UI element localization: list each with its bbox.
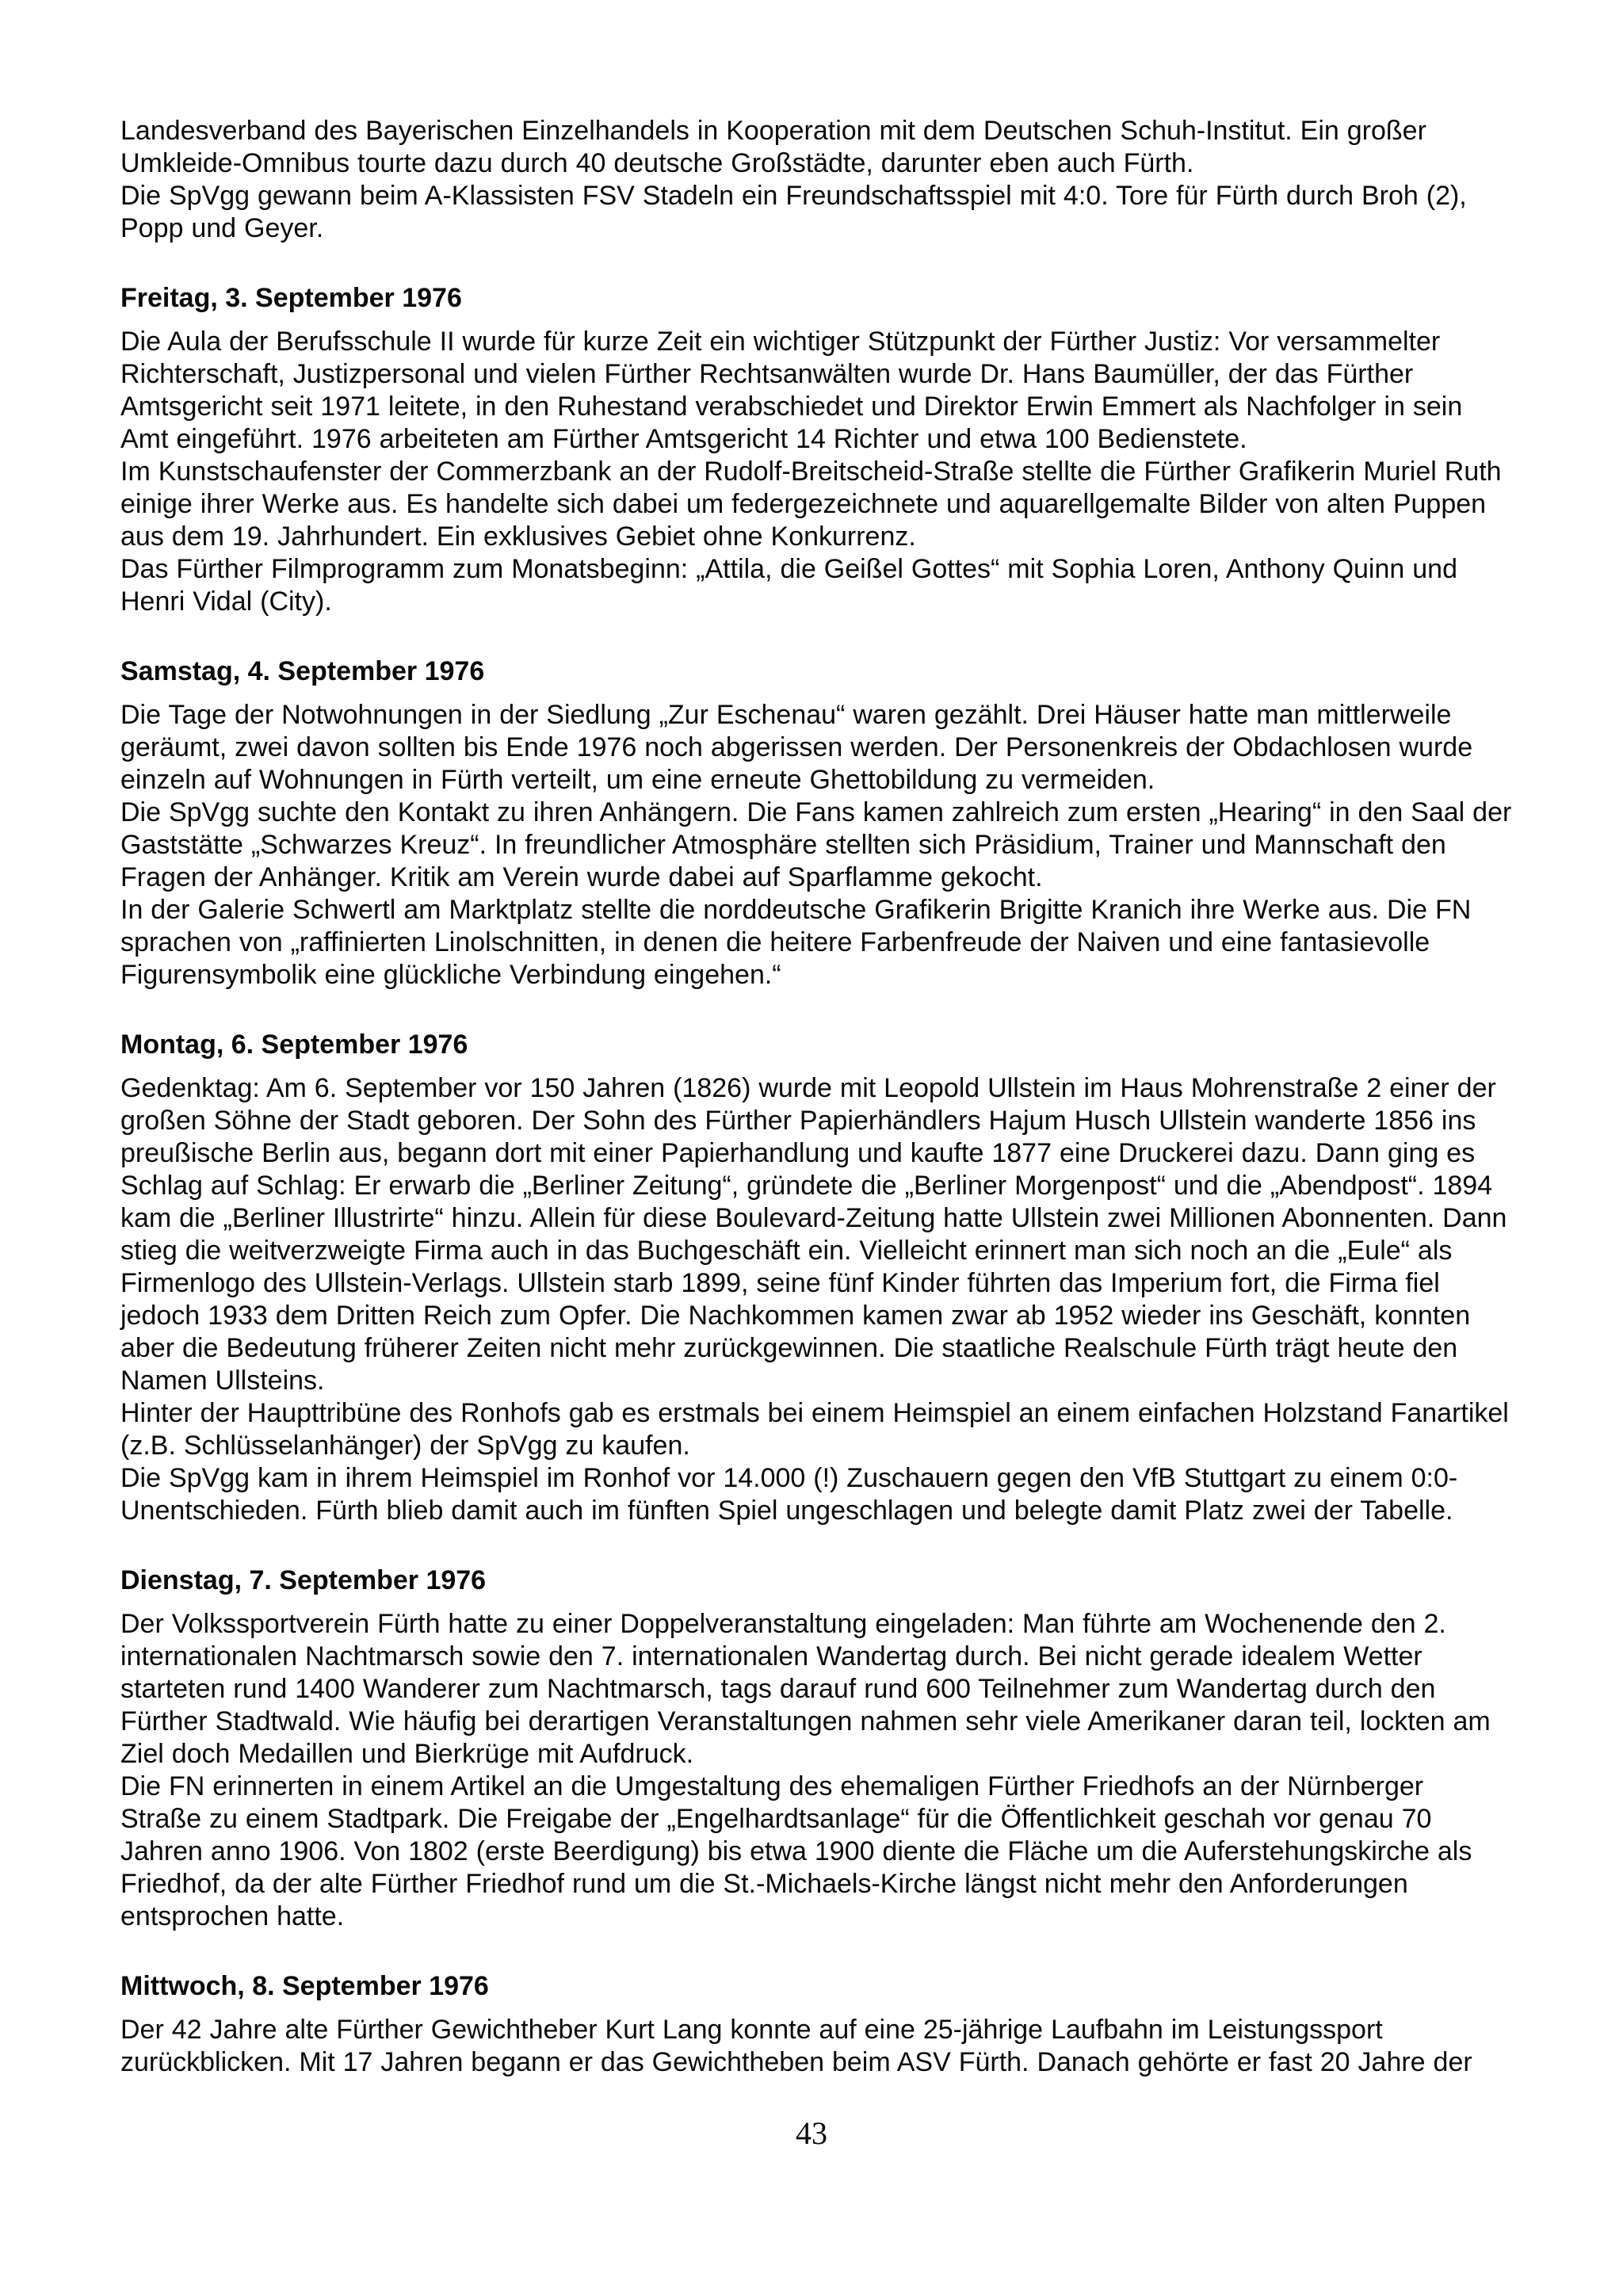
paragraph: In der Galerie Schwertl am Marktplatz stellte die norddeutsche Grafikerin Brigitte Kranich ihre Werke aus. Die FN sprachen von „raffinierten Linolschnitten, in denen die heitere Farbenfreude der Naiven und eine fantasievolle Figurensymbolik eine glückliche Verbindung eingehen.“ xyxy=(120,895,1472,990)
paragraph: Hinter der Haupttribüne des Ronhofs gab es erstmals bei einem Heimspiel an einem einfachen Holzstand Fanartikel (z.B. Schlüsselanhänger) der SpVgg zu kaufen. xyxy=(120,1398,1509,1461)
section-mittwoch-8-september xyxy=(120,1970,1512,2079)
section-heading: Montag, 6. September 1976 xyxy=(120,1030,468,1060)
paragraph: Im Kunstschaufenster der Commerzbank an der Rudolf-Breitscheid-Straße stellte die Fürther Grafikerin Muriel Ruth einige ihrer Werke aus. Es handelte sich dabei um federgezeichnete und aquarellgemalte Bilder von alten Puppen aus dem 19. Jahrhundert. Ein exklusives Gebiet ohne Konkurrenz. xyxy=(120,457,1502,552)
section-heading: Samstag, 4. September 1976 xyxy=(120,656,485,686)
section-freitag-3-september xyxy=(120,282,1512,618)
section-heading: Mittwoch, 8. September 1976 xyxy=(120,1971,489,2001)
paragraph: Die Aula der Berufsschule II wurde für kurze Zeit ein wichtiger Stützpunkt der Fürther Justiz: Vor versammelter Richterschaft, Justizpersonal und vielen Fürther Rechtsanwälten wurde Dr. Hans Baumüller, der das Fürther Amtsgericht seit 1971 leitete, in den Ruhestand verabschiedet und Direktor Erwin Emmert als Nachfolger in sein Amt eingeführt. 1976 arbeiteten am Fürther Amtsgericht 14 Richter und etwa 100 Bedienstete. xyxy=(120,327,1463,454)
page-content xyxy=(120,115,1512,2079)
section-montag-6-september xyxy=(120,1029,1512,1527)
section-heading: Dienstag, 7. September 1976 xyxy=(120,1565,487,1595)
paragraph: Der 42 Jahre alte Fürther Gewichtheber Kurt Lang konnte auf eine 25-jährige Laufbahn im Leistungssport zurückblicken. Mit 17 Jahren begann er das Gewichtheben beim ASV Fürth. Danach gehörte er fast 20 Jahre der xyxy=(120,2015,1472,2077)
paragraph: Der Volkssportverein Fürth hatte zu einer Doppelveranstaltung eingeladen: Man führte am Wochenende den 2. internationalen Nachtmarsch sowie den 7. internationalen Wandertag durch. Bei nicht gerade idealem Wetter starteten rund 1400 Wanderer zum Nachtmarsch, tags darauf rund 600 Teilnehmer zum Wandertag durch den Fürther Stadtwald. Wie häufig bei derartigen Veranstaltungen nahmen sehr viele Amerikaner daran teil, lockten am Ziel doch Medaillen und Bierkrüge mit Aufdruck. xyxy=(120,1609,1491,1769)
paragraph: Das Fürther Filmprogramm zum Monatsbeginn: „Attila, die Geißel Gottes“ mit Sophia Loren, Anthony Quinn und Henri Vidal (City). xyxy=(120,554,1457,617)
paragraph: Landesverband des Bayerischen Einzelhandels in Kooperation mit dem Deutschen Schuh-Institut. Ein großer Umkleide-Omnibus tourte dazu durch 40 deutsche Großstädte, darunter eben auch Fürth. xyxy=(120,116,1426,178)
section-intro xyxy=(120,115,1512,245)
paragraph: Gedenktag: Am 6. September vor 150 Jahren (1826) wurde mit Leopold Ullstein im Haus Mohrenstraße 2 einer der großen Söhne der Stadt geboren. Der Sohn des Fürther Papierhändlers Hajum Husch Ullstein wanderte 1856 ins preußische Berlin aus, begann dort mit einer Papierhandlung und kaufte 1877 eine Druckerei dazu. Dann ging es Schlag auf Schlag: Er erwarb die „Berliner Zeitung“, gründete die „Berliner Morgenpost“ und die „Abendpost“. 1894 kam die „Berliner Illustrirte“ hinzu. Allein für diese Boulevard-Zeitung hatte Ullstein zwei Millionen Abonnenten. Dann stieg die weitverzweigte Firma auch in das Buchgeschäft ein. Vielleicht erinnert man sich noch an die „Eule“ als Firmenlogo des Ullstein-Verlags. Ullstein starb 1899, seine fünf Kinder führten das Imperium fort, die Firma fiel jedoch 1933 dem Dritten Reich zum Opfer. Die Nachkommen kamen zwar ab 1952 wieder ins Geschäft, konnten aber die Bedeutung früherer Zeiten nicht mehr zurückgewinnen. Die staatliche Realschule Fürth trägt heute den Namen Ullsteins. xyxy=(120,1073,1507,1396)
section-dienstag-7-september xyxy=(120,1564,1512,1933)
page-number: 43 xyxy=(796,2115,827,2151)
section-samstag-4-september xyxy=(120,655,1512,991)
paragraph: Die Tage der Notwohnungen in der Siedlung „Zur Eschenau“ waren gezählt. Drei Häuser hatte man mittlerweile geräumt, zwei davon sollten bis Ende 1976 noch abgerissen werden. Der Personenkreis der Obdachlosen wurde einzeln auf Wohnungen in Fürth verteilt, um eine erneute Ghettobildung zu vermeiden. xyxy=(120,700,1473,795)
paragraph: Die FN erinnerten in einem Artikel an die Umgestaltung des ehemaligen Fürther Friedhofs an der Nürnberger Straße zu einem Stadtpark. Die Freigabe der „Engelhardtsanlage“ für die Öffentlichkeit geschah vor genau 70 Jahren anno 1906. Von 1802 (erste Beerdigung) bis etwa 1900 diente die Fläche um die Auferstehungskirche als Friedhof, da der alte Fürther Friedhof rund um die St.-Michaels-Kirche längst nicht mehr den Anforderungen entsprochen hatte. xyxy=(120,1771,1472,1931)
paragraph: Die SpVgg suchte den Kontakt zu ihren Anhängern. Die Fans kamen zahlreich zum ersten „Hearing“ in den Saal der Gaststätte „Schwarzes Kreuz“. In freundlicher Atmosphäre stellten sich Präsidium, Trainer und Mannschaft den Fragen der Anhänger. Kritik am Verein wurde dabei auf Sparflamme gekocht. xyxy=(120,797,1512,892)
paragraph: Die SpVgg kam in ihrem Heimspiel im Ronhof vor 14.000 (!) Zuschauern gegen den VfB Stuttgart zu einem 0:0-Unentschieden. Fürth blieb damit auch im fünften Spiel ungeschlagen und belegte damit Platz zwei der Tabelle. xyxy=(120,1463,1458,1526)
section-heading: Freitag, 3. September 1976 xyxy=(120,283,462,313)
paragraph: Die SpVgg gewann beim A-Klassisten FSV Stadeln ein Freundschaftsspiel mit 4:0. Tore für Fürth durch Broh (2), Popp und Geyer. xyxy=(120,181,1467,243)
